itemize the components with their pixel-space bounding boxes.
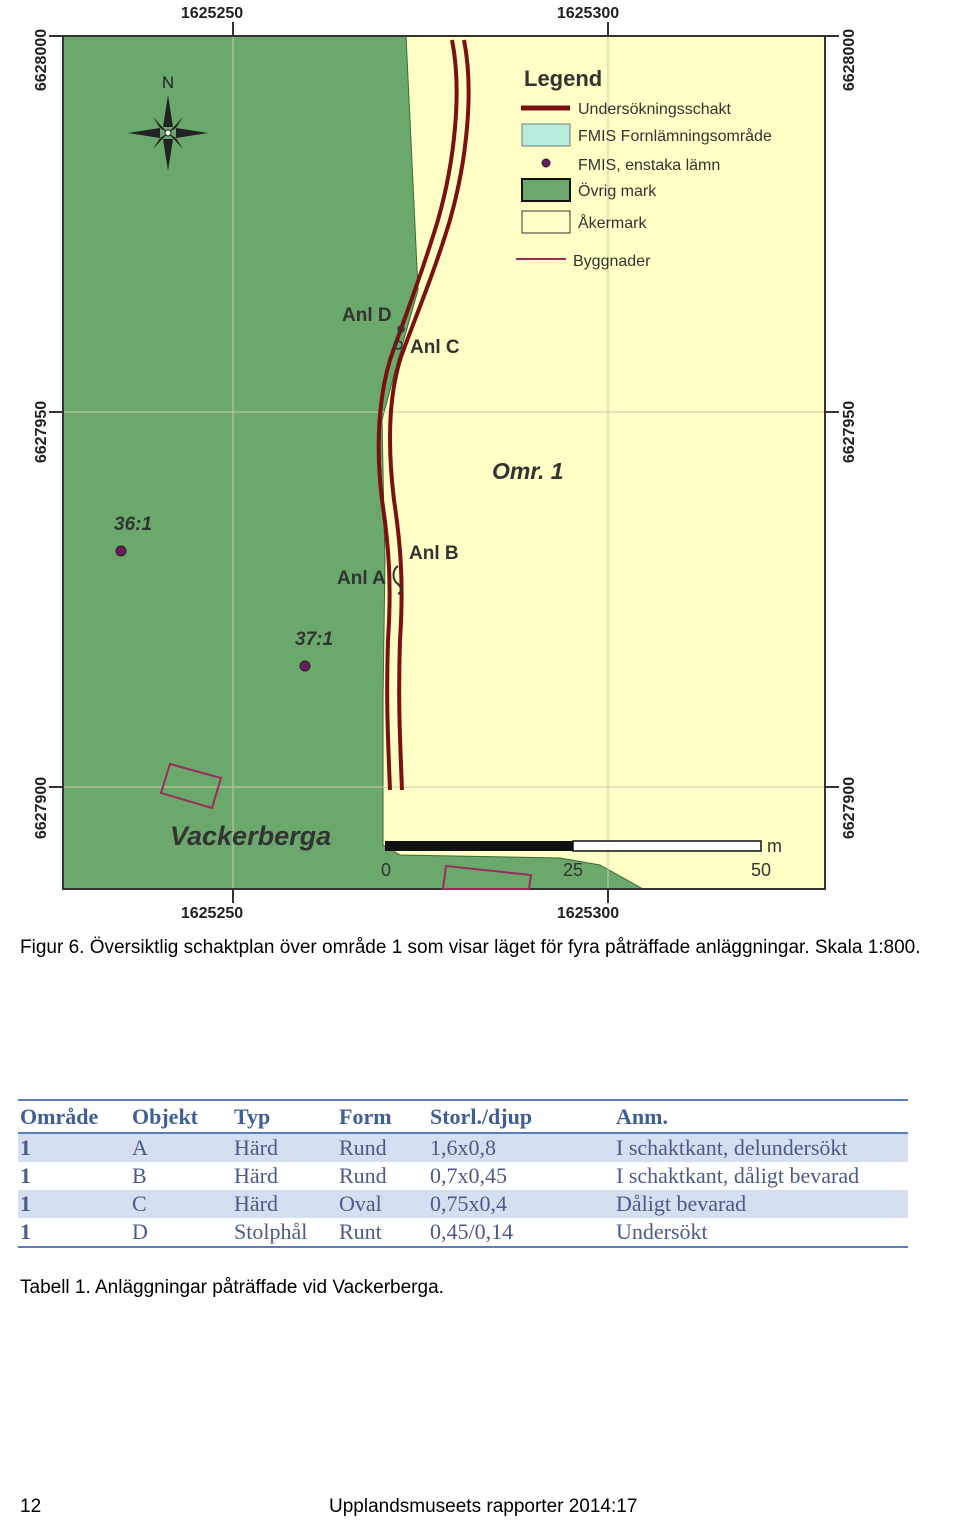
site-37-1-dot [300, 661, 310, 671]
coord-x-top-left: 1625250 [180, 5, 244, 22]
scale-tick-50: 50 [750, 860, 772, 880]
cell-objekt: D [130, 1218, 232, 1247]
cell-omrade: 1 [20, 1163, 31, 1188]
scale-unit: m [767, 836, 782, 856]
header-storl-djup: Storl./djup [428, 1100, 614, 1133]
coord-x-bottom-left: 1625250 [180, 905, 244, 922]
header-form: Form [337, 1100, 428, 1133]
cell-typ: Härd [234, 1163, 278, 1188]
finds-table-wrapper [18, 1099, 908, 1248]
cell-objekt: A [130, 1133, 232, 1162]
label-place-vackerberga: Vackerberga [170, 821, 332, 851]
footer-page-number: 12 [20, 1496, 42, 1517]
cell-form: Oval [337, 1190, 428, 1218]
site-36-1-dot [116, 546, 126, 556]
legend-swatch-enstaka-lamn [542, 159, 550, 167]
legend-swatch-akermark [522, 211, 570, 233]
label-anl-d: Anl D [342, 305, 392, 326]
label-omr-1: Omr. 1 [492, 458, 564, 484]
table-header-row [18, 1100, 908, 1133]
cell-typ: Stolphål [232, 1218, 337, 1247]
footer-series-title: Upplandsmuseets rapporter 2014:17 [329, 1496, 638, 1517]
table-row [18, 1190, 908, 1218]
label-site-36-1: 36:1 [114, 514, 153, 535]
legend-swatch-ovrig-mark [522, 179, 570, 201]
cell-storl-djup: 0,75x0,4 [428, 1190, 614, 1218]
cell-form: Rund [339, 1163, 387, 1188]
figure-caption: Figur 6. Översiktlig schaktplan över område 1 som visar läget för fyra påträffade anläggningar. Skala 1:800. [20, 937, 921, 958]
coord-y-right-bottom: 6627900 [841, 776, 858, 840]
coord-y-right-mid: 6627950 [841, 400, 858, 464]
cell-omrade: 1 [18, 1218, 130, 1247]
header-typ: Typ [232, 1100, 337, 1133]
north-label: N [161, 73, 175, 92]
table-row [18, 1133, 908, 1162]
coord-y-left-mid: 6627950 [33, 400, 50, 464]
coord-x-top-right: 1625300 [556, 5, 620, 22]
label-site-37-1: 37:1 [295, 629, 334, 650]
legend-swatch-fornlamningsomrade [522, 124, 570, 146]
label-anl-a: Anl A [337, 568, 386, 589]
cell-storl-djup: 0,45/0,14 [428, 1218, 614, 1247]
cell-objekt: C [130, 1190, 232, 1218]
scale-tick-25: 25 [562, 860, 584, 880]
table-row [18, 1218, 908, 1247]
cell-anm: Dåligt bevarad [614, 1190, 908, 1218]
cell-form: Runt [337, 1218, 428, 1247]
table-row [18, 1162, 908, 1190]
coord-y-left-top: 6628000 [33, 28, 50, 92]
cell-typ: Härd [232, 1190, 337, 1218]
coord-x-bottom-right: 1625300 [556, 905, 620, 922]
cell-omrade: 1 [18, 1133, 130, 1162]
label-anl-b: Anl B [409, 543, 459, 564]
legend-label-byggnader: Byggnader [573, 253, 651, 270]
finds-table [18, 1099, 908, 1248]
scale-tick-0: 0 [380, 860, 392, 880]
legend-title: Legend [524, 66, 603, 91]
legend-label-schakt: Undersökningsschakt [578, 101, 731, 118]
legend-label-ovrig-mark: Övrig mark [578, 183, 657, 200]
header-omrade: Område [18, 1100, 130, 1133]
cell-objekt: B [132, 1163, 147, 1188]
cell-storl-djup: 1,6x0,8 [428, 1133, 614, 1162]
cell-omrade: 1 [18, 1190, 130, 1218]
cell-anm: Undersökt [614, 1218, 908, 1247]
legend-label-fornlamningsomrade: FMIS Fornlämningsområde [578, 128, 772, 145]
cell-anm: I schaktkant, delundersökt [614, 1133, 908, 1162]
legend-label-enstaka-lamn: FMIS, enstaka lämn [578, 157, 721, 174]
table-caption: Tabell 1. Anläggningar påträffade vid Vackerberga. [20, 1277, 444, 1298]
cell-storl-djup: 0,7x0,45 [430, 1163, 507, 1188]
cell-anm: I schaktkant, dåligt bevarad [616, 1163, 860, 1188]
legend-label-akermark: Åkermark [578, 215, 647, 232]
coord-y-right-top: 6628000 [841, 28, 858, 92]
label-anl-c: Anl C [410, 337, 460, 358]
header-anm: Anm. [614, 1100, 908, 1133]
cell-form: Rund [337, 1133, 428, 1162]
cell-typ: Härd [232, 1133, 337, 1162]
coord-y-left-bottom: 6627900 [33, 776, 50, 840]
header-objekt: Objekt [130, 1100, 232, 1133]
